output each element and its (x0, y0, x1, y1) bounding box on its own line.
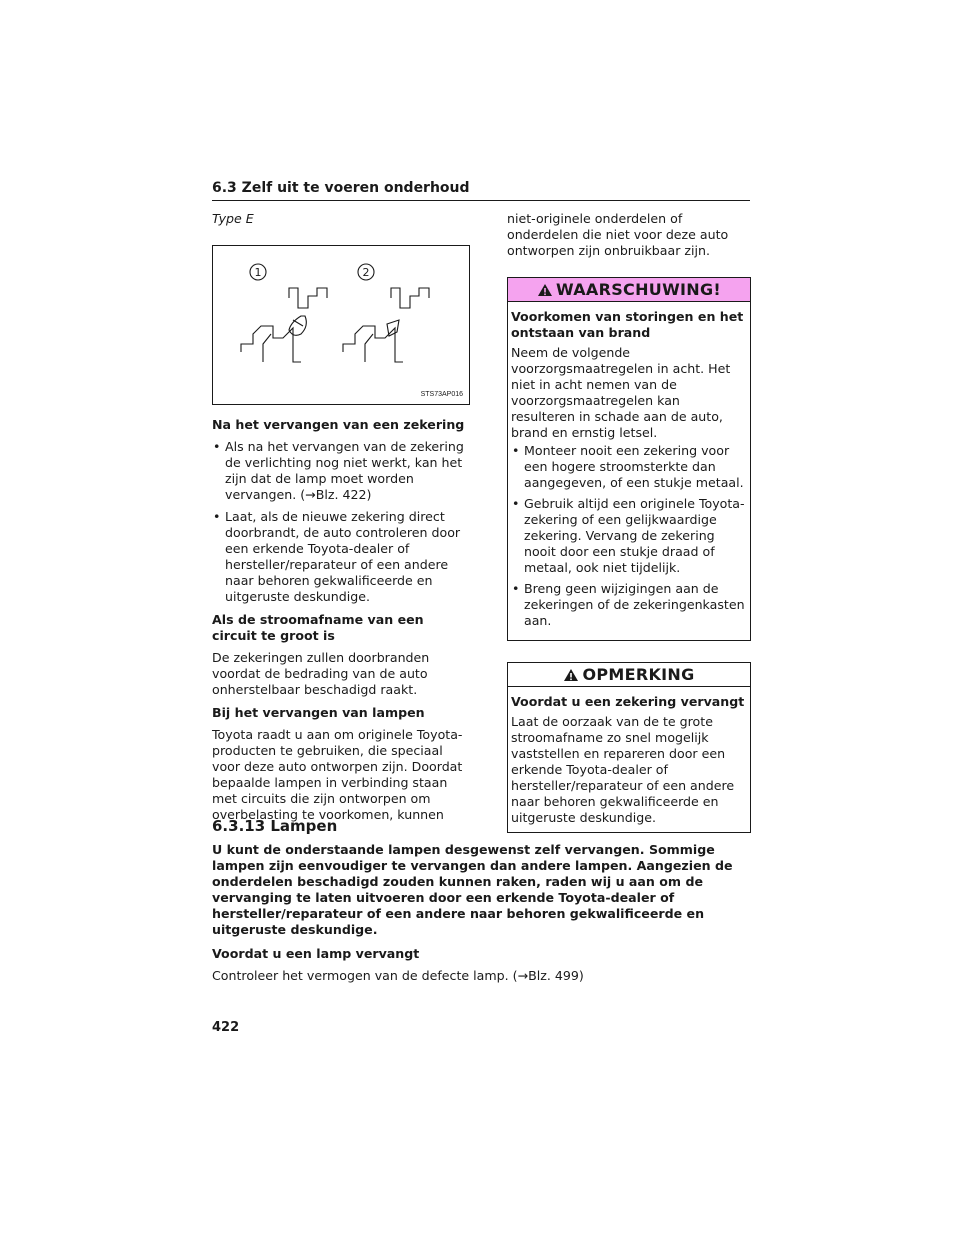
warning-list (511, 443, 746, 629)
notice-text: Laat de oorzaak van de te grote stroomafname zo snel mogelijk vaststellen en repareren door een erkende Toyota-dealer of hersteller/reparateur of een andere naar behoren gekwalificeerde en uitgeruste deskundige. (511, 714, 735, 825)
warning-box (507, 277, 751, 641)
warning-header (508, 278, 750, 302)
before-replacing-text: Controleer het vermogen van de defecte lamp. (→Blz. 499) (212, 968, 584, 983)
warning-title: WAARSCHUWING! (556, 279, 721, 299)
overload-text: De zekeringen zullen doorbranden voordat de bedrading van de auto onherstelbaar beschadigd raakt. (212, 650, 430, 697)
replacing-lamps-text: Toyota raadt u aan om originele Toyota-producten te gebruiken, die speciaal voor deze auto ontworpen zijn. Doordat bepaalde lampen in verbinding staan met circuits die zijn ontworpen om overbelasting te voorkomen, kunnen (212, 727, 463, 822)
marker-1: 1 (254, 266, 262, 279)
warning-text: Neem de volgende voorzorgsmaatregelen in acht. Het niet in acht nemen van de voorzorgsmaatregelen kan resulteren in schade aan de auto, brand en ernstig letsel. (511, 345, 731, 440)
notice-body (508, 687, 750, 832)
notice-header (508, 663, 750, 687)
list-item: • Laat, als de nieuwe zekering direct doorbrandt, de auto controleren door een erkende Toyota-dealer of hersteller/reparateur of een andere naar behoren gekwalificeerde en uitgeruste deskundige. (212, 509, 470, 605)
list-item: • Als na het vervangen van de zekering de verlichting nog niet werkt, kan het zijn dat de lamp moet worden vervangen. (→Blz. 422) (212, 439, 470, 503)
section-title: 6.3.13 Lampen (212, 817, 338, 835)
lamps-section (212, 842, 752, 991)
warning-body (508, 302, 750, 640)
type-label: Type E (212, 211, 254, 226)
notice-box (507, 662, 751, 833)
page-number: 422 (212, 1020, 240, 1035)
left-column (212, 211, 470, 830)
right-column (507, 211, 751, 833)
lamps-intro: U kunt de onderstaande lampen desgewenst zelf vervangen. Sommige lampen zijn eenvoudiger te vervangen dan andere lampen. Aangezien de onderdelen beschadigd zouden kunnen raken, raden wij u aan om de vervanging te laten uitvoeren door een erkende Toyota-dealer of hersteller/reparateur of een andere naar behoren gekwalificeerde en uitgeruste deskundige. (212, 842, 733, 937)
warning-triangle-icon (537, 283, 553, 297)
list-item: • Gebruik altijd een originele Toyota-zekering of een gelijkwaardige zekering. Vervang de zekering nooit door een stukje draad of metaal, ook niet tijdelijk. (511, 496, 746, 576)
list-item: • Breng geen wijzigingen aan de zekeringen of de zekeringenkasten aan. (511, 581, 746, 629)
notice-title: OPMERKING (582, 664, 695, 684)
overload-heading: Als de stroomafname van een circuit te groot is (212, 612, 424, 643)
after-replacing-heading: Na het vervangen van een zekering (212, 417, 465, 432)
list-item: • Monteer nooit een zekering voor een hogere stroomsterkte dan aangegeven, of een stukje metaal. (511, 443, 746, 491)
before-replacing-heading: Voordat u een lamp vervangt (212, 946, 420, 961)
continuation-text: niet-originele onderdelen of onderdelen die niet voor deze auto ontworpen zijn onbruikbaar zijn. (507, 211, 729, 258)
warning-subheading: Voorkomen van storingen en het ontstaan van brand (511, 309, 744, 340)
after-replacing-list (212, 439, 470, 605)
figure-code: STS73AP016 (420, 391, 463, 398)
fuse-diagram (213, 246, 469, 404)
notice-subheading: Voordat u een zekering vervangt (511, 694, 745, 709)
section-header: 6.3 Zelf uit te voeren onderhoud (212, 180, 750, 201)
replacing-lamps-heading: Bij het vervangen van lampen (212, 705, 425, 720)
marker-2: 2 (362, 266, 370, 279)
fuse-illustration (212, 245, 470, 405)
warning-triangle-icon (563, 668, 579, 682)
